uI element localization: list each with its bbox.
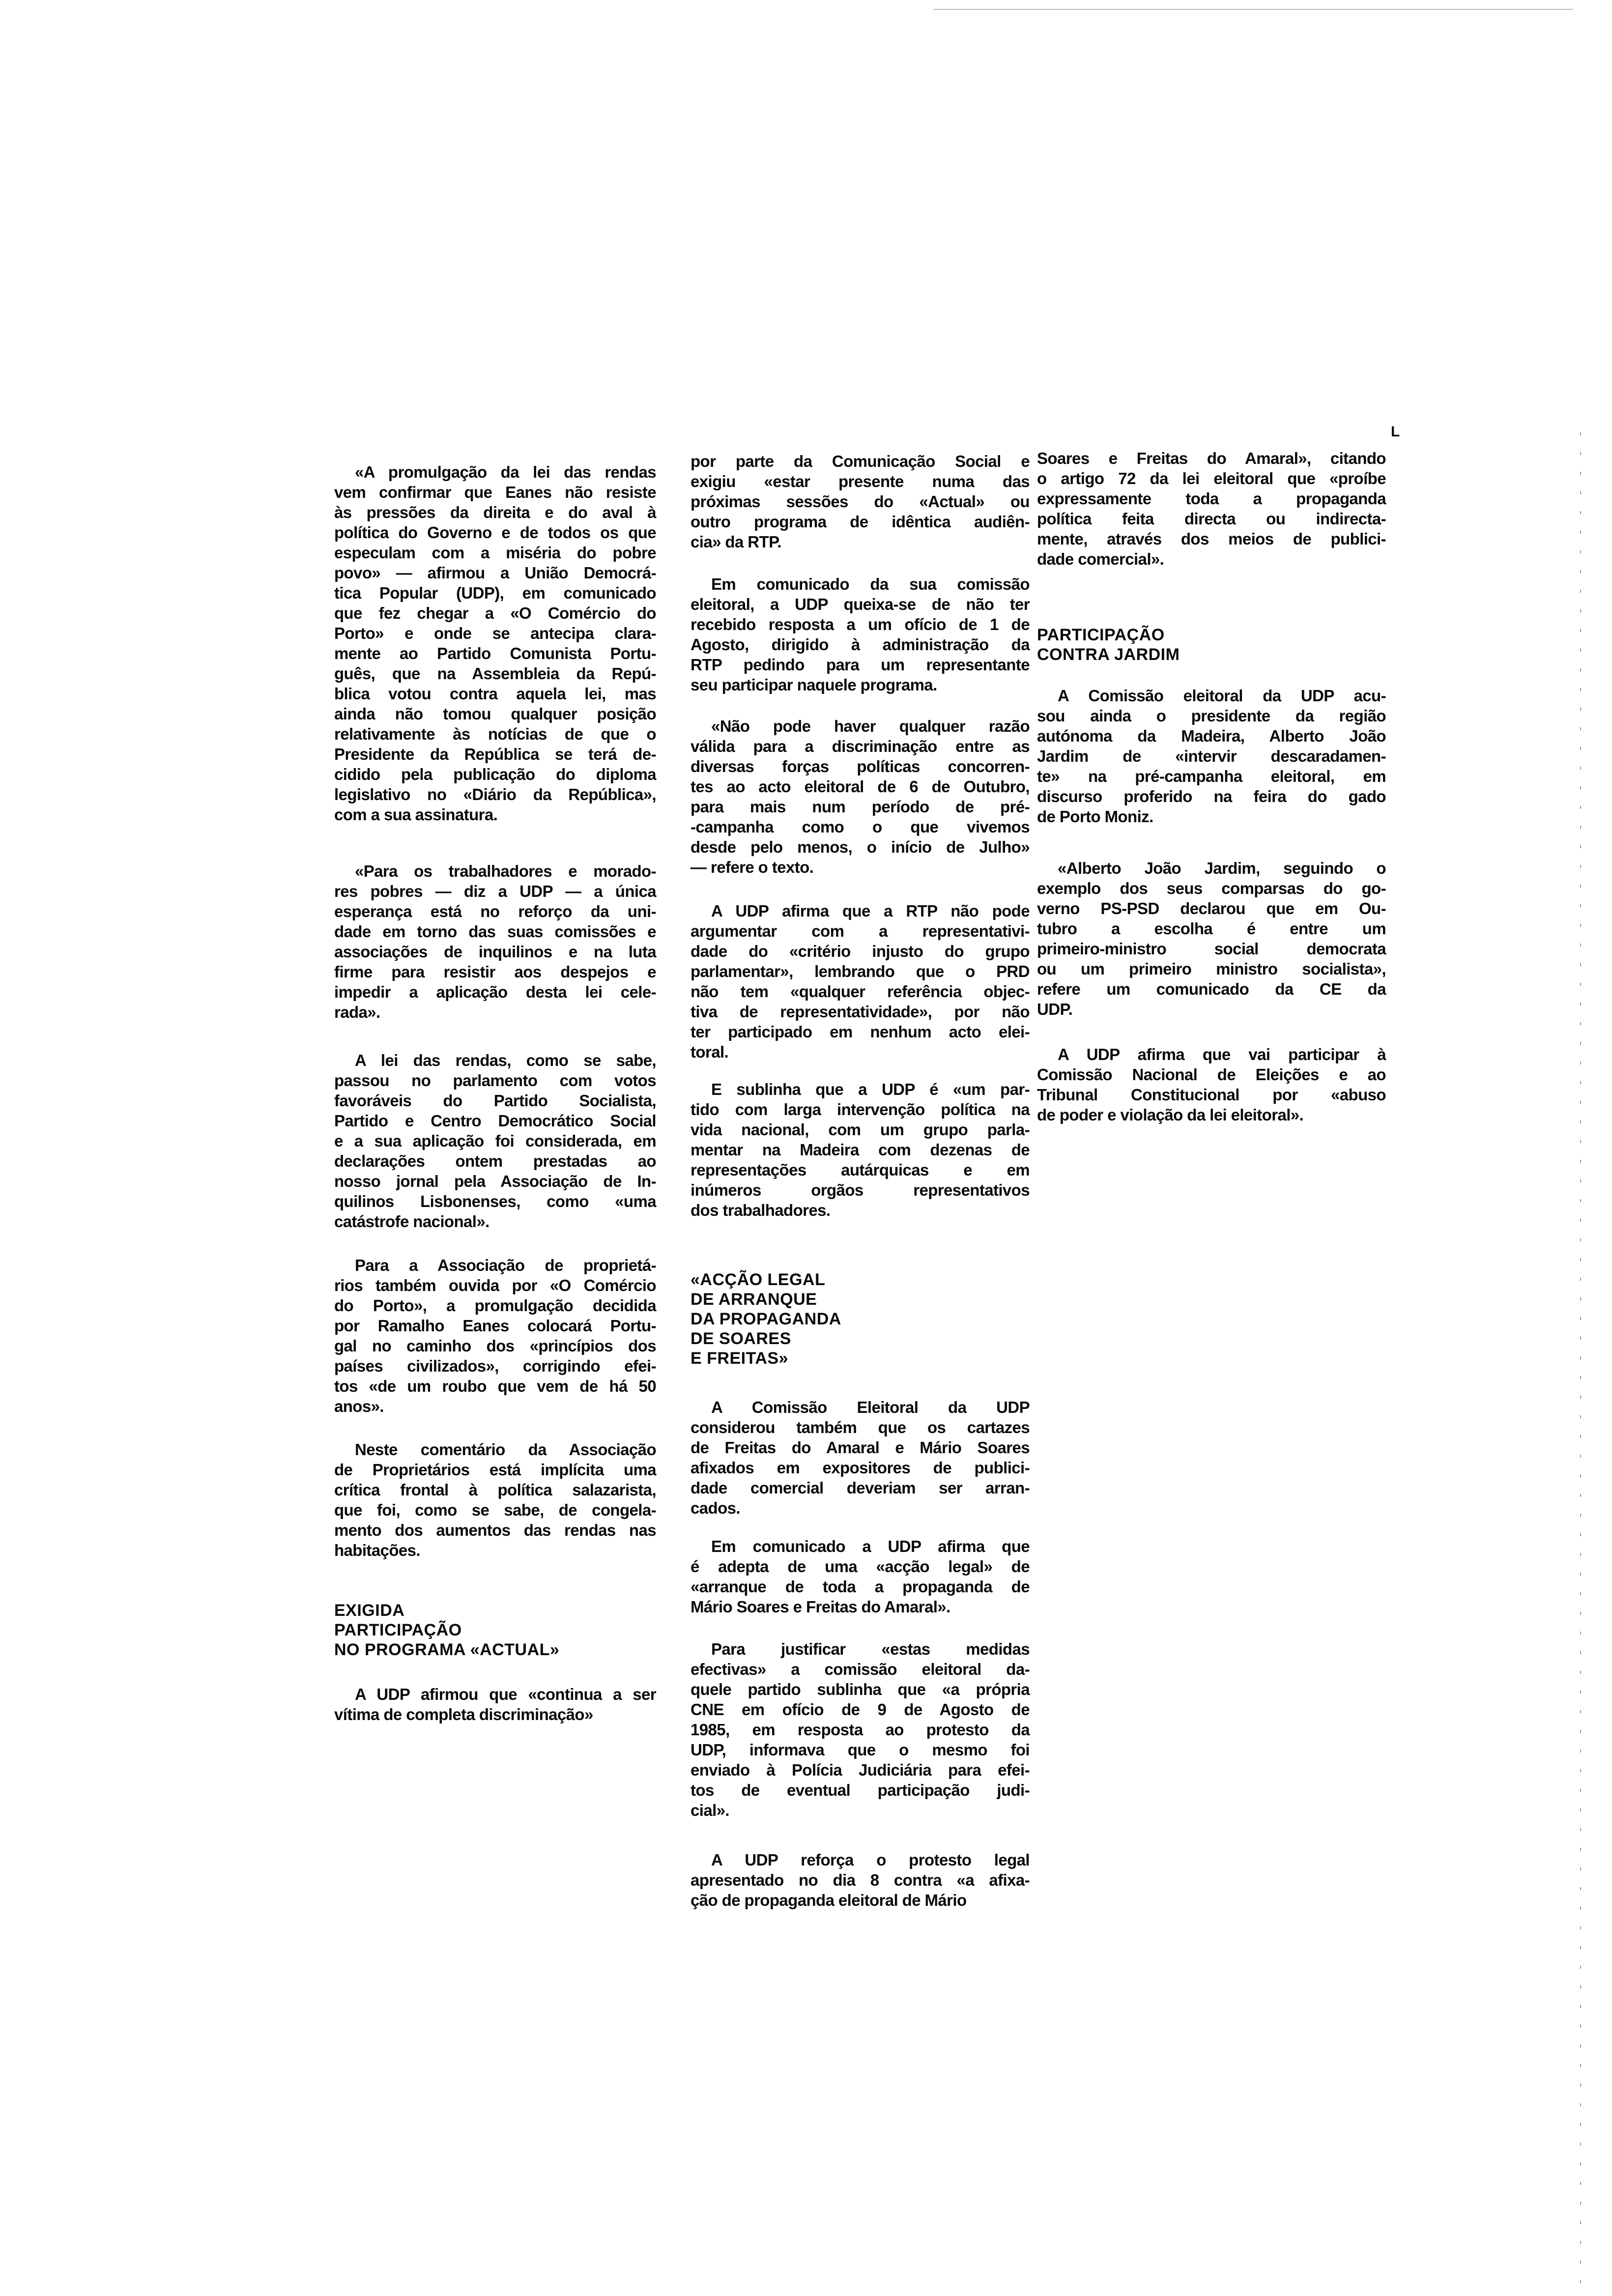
text-line: rada».	[334, 1003, 380, 1021]
text-line: relativamente às notícias de que o	[334, 725, 656, 743]
text-line: política do Governo e de todos os que	[334, 523, 656, 542]
heading-line: DE ARRANQUE	[691, 1290, 817, 1309]
text-line: ou um primeiro ministro socialista»,	[1037, 960, 1386, 978]
text-line: passou no parlamento com votos	[334, 1071, 656, 1090]
article-paragraph	[334, 1684, 656, 1724]
text-line: A UDP afirma que vai participar à	[1058, 1045, 1386, 1063]
text-line: mente ao Partido Comunista Portu-	[334, 644, 656, 662]
text-line: ainda não tomou qualquer posição	[334, 705, 656, 723]
text-line: cidido pela publicação do diploma	[334, 765, 656, 783]
article-paragraph	[1037, 1044, 1386, 1125]
text-line: Porto» e onde se antecipa clara-	[334, 624, 656, 642]
text-line: recebido resposta a um ofício de 1 de	[691, 615, 1030, 633]
heading-line: CONTRA JARDIM	[1037, 645, 1180, 664]
text-line: 1985, em resposta ao protesto da	[691, 1721, 1030, 1739]
text-line: res pobres — diz a UDP — a única	[334, 882, 656, 900]
heading-line: EXIGIDA	[334, 1601, 405, 1620]
text-line: impedir a aplicação desta lei cele-	[334, 983, 656, 1001]
text-line: quilinos Lisbonenses, como «uma	[334, 1192, 656, 1210]
article-paragraph	[1037, 858, 1386, 1019]
text-line: mento dos aumentos das rendas nas	[334, 1521, 656, 1539]
text-line: E sublinha que a UDP é «um par-	[711, 1080, 1030, 1098]
heading-line: «ACÇÃO LEGAL	[691, 1270, 826, 1289]
heading-line: DA PROPAGANDA	[691, 1310, 841, 1328]
text-line: não tem «qualquer referência objec-	[691, 982, 1030, 1001]
article-paragraph	[334, 1439, 656, 1560]
text-line: eleitoral, a UDP queixa-se de não ter	[691, 595, 1030, 613]
text-line: mentar na Madeira com dezenas de	[691, 1141, 1030, 1159]
text-line: Em comunicado da sua comissão	[711, 575, 1030, 593]
text-line: povo» — afirmou a União Democrá-	[334, 564, 656, 582]
text-line: expressamente toda a propaganda	[1037, 489, 1386, 508]
text-line: tido com larga intervenção política na	[691, 1100, 1030, 1119]
text-line: por Ramalho Eanes colocará Portu-	[334, 1317, 656, 1335]
text-line: parlamentar», lembrando que o PRD	[691, 962, 1030, 980]
text-line: A UDP afirmou que «continua a ser	[355, 1685, 656, 1703]
article-paragraph	[334, 462, 656, 825]
text-line: A Comissão eleitoral da UDP acu-	[1058, 687, 1386, 705]
text-line: vem confirmar que Eanes não resiste	[334, 483, 656, 501]
text-line: legislativo no «Diário da República»,	[334, 785, 656, 804]
text-line: A Comissão Eleitoral da UDP	[711, 1398, 1030, 1416]
article-paragraph	[334, 861, 656, 1022]
text-line: Mário Soares e Freitas do Amaral».	[691, 1598, 950, 1616]
text-line: de poder e violação da lei eleitoral».	[1037, 1106, 1304, 1124]
text-line: é adepta de uma «acção legal» de	[691, 1557, 1030, 1576]
text-line: de Freitas do Amaral e Mário Soares	[691, 1438, 1030, 1457]
text-line: verno PS-PSD declarou que em Ou-	[1037, 899, 1386, 918]
text-line: ter participado em nenhum acto elei-	[691, 1023, 1030, 1041]
section-heading	[1037, 625, 1386, 664]
text-line: primeiro-ministro social democrata	[1037, 940, 1386, 958]
text-line: dade do «critério injusto do grupo	[691, 942, 1030, 960]
text-line: «Não pode haver qualquer razão	[711, 717, 1030, 735]
text-line: desde pelo menos, o início de Julho»	[691, 838, 1030, 856]
text-line: que foi, como se sabe, de congela-	[334, 1501, 656, 1519]
text-line: guês, que na Assembleia da Repú-	[334, 664, 656, 683]
article-paragraph	[691, 1639, 1030, 1820]
heading-line: NO PROGRAMA «ACTUAL»	[334, 1640, 560, 1659]
text-line: esperança está no reforço da uni-	[334, 902, 656, 920]
text-line: declarações ontem prestadas ao	[334, 1152, 656, 1170]
heading-line: PARTICIPAÇÃO	[334, 1621, 462, 1639]
text-line: inúmeros orgãos representativos	[691, 1181, 1030, 1199]
text-line: para mais num período de pré-	[691, 798, 1030, 816]
text-line: blica votou contra aquela lei, mas	[334, 685, 656, 703]
text-line: Comissão Nacional de Eleições e ao	[1037, 1065, 1386, 1084]
article-paragraph	[1037, 448, 1386, 569]
text-line: RTP pedindo para um representante	[691, 656, 1030, 674]
article-paragraph	[334, 1050, 656, 1232]
text-line: apresentado no dia 8 contra «a afixa-	[691, 1871, 1030, 1889]
article-paragraph	[691, 451, 1030, 552]
text-line: nosso jornal pela Associação de In-	[334, 1172, 656, 1190]
text-line: — refere o texto.	[691, 858, 814, 876]
text-line: mente, através dos meios de publici-	[1037, 530, 1386, 548]
text-line: outro programa de idêntica audiên-	[691, 513, 1030, 531]
text-line: -campanha como o que vivemos	[691, 818, 1030, 836]
text-line: gal no caminho dos «princípios dos	[334, 1337, 656, 1355]
text-line: seu participar naquele programa.	[691, 676, 937, 694]
text-line: toral.	[691, 1043, 729, 1061]
text-line: vida nacional, com um grupo parla-	[691, 1120, 1030, 1139]
text-line: autónoma da Madeira, Alberto João	[1037, 727, 1386, 745]
text-line: política feita directa ou indirecta-	[1037, 510, 1386, 528]
text-line: que fez chegar a «O Comércio do	[334, 604, 656, 622]
text-line: te» na pré-campanha eleitoral, em	[1037, 767, 1386, 785]
heading-line: DE SOARES	[691, 1329, 791, 1348]
text-line: com a sua assinatura.	[334, 805, 498, 824]
text-line: catástrofe nacional».	[334, 1212, 489, 1231]
text-line: A UDP afirma que a RTP não pode	[711, 902, 1030, 920]
text-line: válida para a discriminação entre as	[691, 737, 1030, 755]
text-line: habitações.	[334, 1541, 420, 1559]
text-line: Partido e Centro Democrático Social	[334, 1112, 656, 1130]
text-line: Agosto, dirigido à administração da	[691, 635, 1030, 654]
scan-edge-artifact	[1580, 432, 1581, 2290]
text-line: UDP, informava que o mesmo foi	[691, 1741, 1030, 1759]
text-line: firme para resistir aos despejos e	[334, 963, 656, 981]
heading-line: E FREITAS»	[691, 1349, 788, 1368]
text-line: dos trabalhadores.	[691, 1201, 831, 1219]
heading-line: PARTICIPAÇÃO	[1037, 626, 1165, 644]
text-line: exemplo dos seus comparsas do go-	[1037, 879, 1386, 897]
text-line: Em comunicado a UDP afirma que	[711, 1537, 1030, 1555]
text-line: refere um comunicado da CE da	[1037, 980, 1386, 998]
text-line: tos «de um roubo que vem de há 50	[334, 1377, 656, 1395]
article-paragraph	[691, 1850, 1030, 1910]
scan-artifact-line	[934, 9, 1573, 10]
article-paragraph	[691, 901, 1030, 1062]
text-line: por parte da Comunicação Social e	[691, 452, 1030, 470]
text-line: dade em torno das suas comissões e	[334, 922, 656, 941]
text-line: representações autárquicas e em	[691, 1161, 1030, 1179]
text-line: sou ainda o presidente da região	[1037, 707, 1386, 725]
text-line: Jardim de «intervir descaradamen-	[1037, 747, 1386, 765]
text-line: dade comercial deveriam ser arran-	[691, 1479, 1030, 1497]
text-line: favoráveis do Partido Socialista,	[334, 1091, 656, 1110]
text-line: tes ao acto eleitoral de 6 de Outubro,	[691, 777, 1030, 796]
text-line: UDP.	[1037, 1000, 1073, 1018]
text-line: Presidente da República se terá de-	[334, 745, 656, 763]
section-heading	[691, 1270, 1030, 1368]
text-line: países civilizados», corrigindo efei-	[334, 1357, 656, 1375]
text-line: de Porto Moniz.	[1037, 807, 1153, 826]
text-line: Tribunal Constitucional por «abuso	[1037, 1086, 1386, 1104]
text-line: e a sua aplicação foi considerada, em	[334, 1132, 656, 1150]
text-line: exigiu «estar presente numa das	[691, 472, 1030, 490]
text-line: cial».	[691, 1801, 729, 1819]
text-line: tos de eventual participação judi-	[691, 1781, 1030, 1799]
page-mark: L	[1391, 424, 1400, 440]
article-paragraph	[691, 574, 1030, 695]
text-line: «arranque de toda a propaganda de	[691, 1578, 1030, 1596]
text-line: Soares e Freitas do Amaral», citando	[1037, 449, 1386, 467]
text-line: «Para os trabalhadores e morado-	[355, 862, 656, 880]
text-line: cados.	[691, 1499, 740, 1517]
text-line: considerou também que os cartazes	[691, 1418, 1030, 1436]
text-line: diversas forças políticas concorren-	[691, 757, 1030, 775]
text-line: efectivas» a comissão eleitoral da-	[691, 1660, 1030, 1678]
text-line: afixados em expositores de publici-	[691, 1459, 1030, 1477]
text-line: às pressões da direita e do aval à	[334, 503, 656, 521]
text-line: tubro a escolha é entre um	[1037, 919, 1386, 938]
section-heading	[334, 1601, 656, 1660]
text-line: quele partido sublinha que «a própria	[691, 1680, 1030, 1698]
text-line: CNE em ofício de 9 de Agosto de	[691, 1700, 1030, 1719]
text-line: enviado à Polícia Judiciária para efei-	[691, 1761, 1030, 1779]
text-line: Neste comentário da Associação	[355, 1440, 656, 1459]
text-line: próximas sessões do «Actual» ou	[691, 492, 1030, 511]
text-line: Para justificar «estas medidas	[711, 1640, 1030, 1658]
text-line: do Porto», a promulgação decidida	[334, 1296, 656, 1315]
text-line: A UDP reforça o protesto legal	[711, 1851, 1030, 1869]
text-line: discurso proferido na feira do gado	[1037, 787, 1386, 805]
text-line: vítima de completa discriminação»	[334, 1705, 593, 1723]
text-line: Para a Associação de proprietá-	[355, 1256, 656, 1274]
text-line: de Proprietários está implícita uma	[334, 1461, 656, 1479]
text-line: cia» da RTP.	[691, 533, 781, 551]
text-line: tica Popular (UDP), em comunicado	[334, 584, 656, 602]
text-line: rios também ouvida por «O Comércio	[334, 1276, 656, 1294]
text-line: argumentar com a representativi-	[691, 922, 1030, 940]
text-line: associações de inquilinos e na luta	[334, 943, 656, 961]
article-paragraph	[691, 1397, 1030, 1518]
text-line: «Alberto João Jardim, seguindo o	[1058, 859, 1386, 877]
text-line: o artigo 72 da lei eleitoral que «proíbe	[1037, 469, 1386, 488]
article-paragraph	[691, 1079, 1030, 1220]
text-line: A lei das rendas, como se sabe,	[355, 1051, 656, 1069]
text-line: anos».	[334, 1397, 384, 1415]
text-line: «A promulgação da lei das rendas	[355, 463, 656, 481]
text-line: dade comercial».	[1037, 550, 1164, 568]
text-line: especulam com a miséria do pobre	[334, 544, 656, 562]
article-paragraph	[1037, 686, 1386, 827]
text-line: ção de propaganda eleitoral de Mário	[691, 1891, 967, 1909]
article-paragraph	[691, 716, 1030, 877]
article-paragraph	[334, 1255, 656, 1416]
text-line: tiva de representatividade», por não	[691, 1003, 1030, 1021]
text-line: crítica frontal à política salazarista,	[334, 1481, 656, 1499]
article-paragraph	[691, 1536, 1030, 1617]
